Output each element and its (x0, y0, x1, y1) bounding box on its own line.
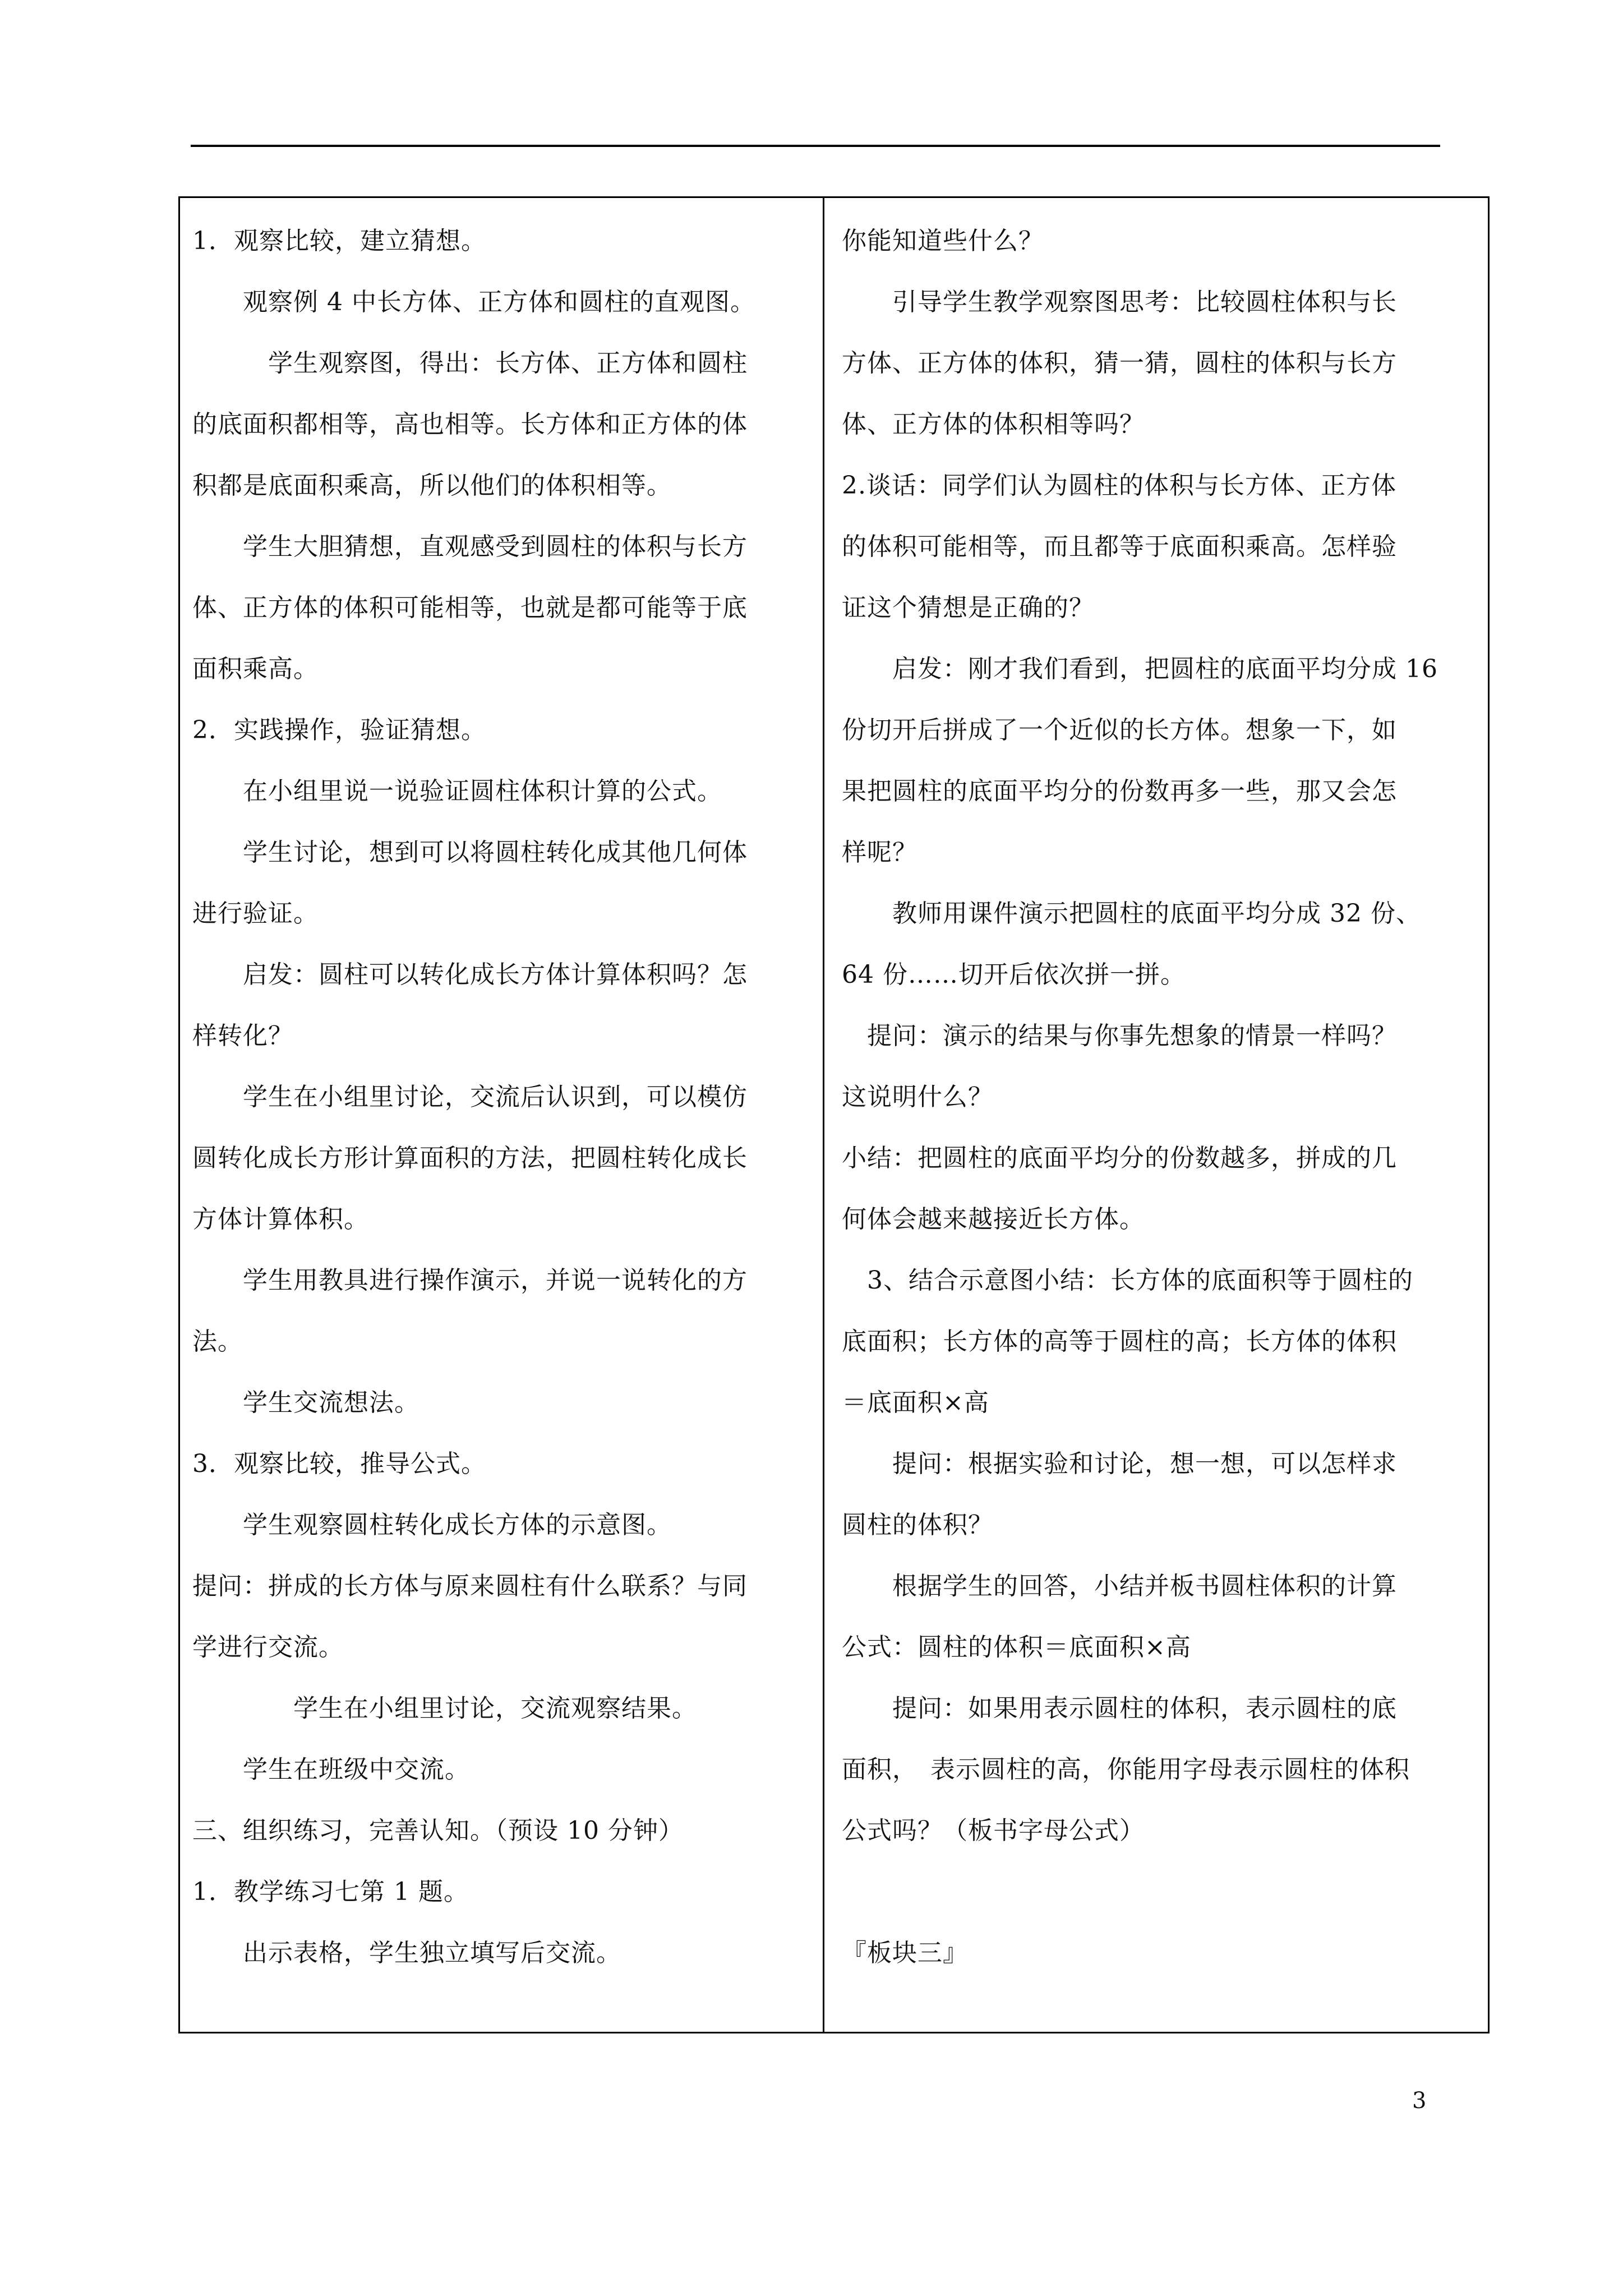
left-line: 体、正方体的体积可能相等，也就是都可能等于底 (192, 593, 748, 622)
left-line: 学生观察图，得出：长方体、正方体和圆柱 (192, 349, 748, 378)
right-line: 提问：演示的结果与你事先想象的情景一样吗？ (842, 1022, 1397, 1050)
left-line: 提问：拼成的长方体与原来圆柱有什么联系？与同 (192, 1572, 748, 1600)
left-line: 方体计算体积。 (192, 1205, 369, 1234)
right-line: 『板块三』 (842, 1939, 968, 1967)
right-line: 提问：根据实验和讨论，想一想，可以怎样求 (842, 1450, 1397, 1478)
left-line: 圆转化成长方形计算面积的方法，把圆柱转化成长 (192, 1144, 748, 1172)
right-line: 根据学生的回答，小结并板书圆柱体积的计算 (842, 1572, 1397, 1600)
right-line: 的体积可能相等，而且都等于底面积乘高。怎样验 (842, 532, 1397, 561)
right-line: 小结：把圆柱的底面平均分的份数越多，拼成的几 (842, 1144, 1397, 1172)
left-line: 启发：圆柱可以转化成长方体计算体积吗？怎 (192, 960, 748, 989)
right-line: 教师用课件演示把圆柱的底面平均分成 32 份、 (842, 899, 1421, 928)
left-line: 学生在小组里讨论，交流后认识到，可以模仿 (192, 1083, 748, 1111)
left-line: 样转化？ (192, 1022, 293, 1050)
left-line: 学生在小组里讨论，交流观察结果。 (192, 1694, 697, 1723)
right-line: 2.谈话：同学们认为圆柱的体积与长方体、正方体 (842, 471, 1396, 500)
right-line: 面积， 表示圆柱的高，你能用字母表示圆柱的体积 (842, 1755, 1410, 1784)
right-line: ＝底面积×高 (842, 1388, 989, 1417)
left-line: 面积乘高。 (192, 655, 319, 683)
right-line: 方体、正方体的体积，猜一猜，圆柱的体积与长方 (842, 349, 1397, 378)
right-line: 圆柱的体积？ (842, 1511, 993, 1539)
left-line: 学生交流想法。 (192, 1388, 419, 1417)
left-line: 三、组织练习，完善认知。（预设 10 分钟） (192, 1816, 684, 1845)
left-line: 学生在班级中交流。 (192, 1755, 470, 1784)
header-rule (191, 145, 1440, 147)
right-line: 样呢？ (842, 838, 917, 867)
left-line: 2．实践操作，验证猜想。 (192, 716, 486, 744)
right-line: 份切开后拼成了一个近似的长方体。想象一下，如 (842, 716, 1397, 744)
left-line: 观察例 4 中长方体、正方体和圆柱的直观图。 (192, 288, 755, 316)
right-line: 引导学生教学观察图思考：比较圆柱体积与长 (842, 288, 1397, 316)
left-line: 进行验证。 (192, 899, 319, 928)
left-line: 法。 (192, 1327, 243, 1356)
column-divider (823, 198, 824, 2032)
left-line: 学生用教具进行操作演示，并说一说转化的方 (192, 1266, 748, 1295)
page-number: 3 (1412, 2088, 1427, 2114)
left-line: 出示表格，学生独立填写后交流。 (192, 1939, 621, 1967)
right-line: 何体会越来越接近长方体。 (842, 1205, 1145, 1234)
right-line: 底面积；长方体的高等于圆柱的高；长方体的体积 (842, 1327, 1397, 1356)
right-line: 启发：刚才我们看到，把圆柱的底面平均分成 16 (842, 655, 1438, 683)
right-line: 提问：如果用表示圆柱的体积，表示圆柱的底 (842, 1694, 1397, 1723)
student-activity-column (192, 198, 815, 2032)
left-line: 学生大胆猜想，直观感受到圆柱的体积与长方 (192, 532, 748, 561)
right-line: 体、正方体的体积相等吗？ (842, 410, 1145, 439)
left-line: 学生观察圆柱转化成长方体的示意图。 (192, 1511, 672, 1539)
lesson-table (178, 196, 1490, 2033)
right-line: 公式吗？（板书字母公式） (842, 1816, 1145, 1845)
left-line: 学生讨论，想到可以将圆柱转化成其他几何体 (192, 838, 748, 867)
right-line: 果把圆柱的底面平均分的份数再多一些，那又会怎 (842, 777, 1397, 806)
teacher-guidance-column (842, 198, 1470, 2032)
left-line: 3．观察比较，推导公式。 (192, 1450, 486, 1478)
left-line: 1．教学练习七第 1 题。 (192, 1878, 469, 1906)
right-line: 这说明什么？ (842, 1083, 993, 1111)
right-line: 公式：圆柱的体积＝底面积×高 (842, 1633, 1191, 1662)
right-line: 3、结合示意图小结：长方体的底面积等于圆柱的 (842, 1266, 1413, 1295)
left-line: 积都是底面积乘高，所以他们的体积相等。 (192, 471, 672, 500)
left-line: 在小组里说一说验证圆柱体积计算的公式。 (192, 777, 722, 806)
left-line: 学进行交流。 (192, 1633, 344, 1662)
left-line: 的底面积都相等，高也相等。长方体和正方体的体 (192, 410, 748, 439)
right-line: 64 份……切开后依次拼一拼。 (842, 960, 1186, 989)
right-line: 证这个猜想是正确的？ (842, 593, 1094, 622)
left-line: 1．观察比较，建立猜想。 (192, 227, 486, 255)
right-line: 你能知道些什么？ (842, 227, 1044, 255)
